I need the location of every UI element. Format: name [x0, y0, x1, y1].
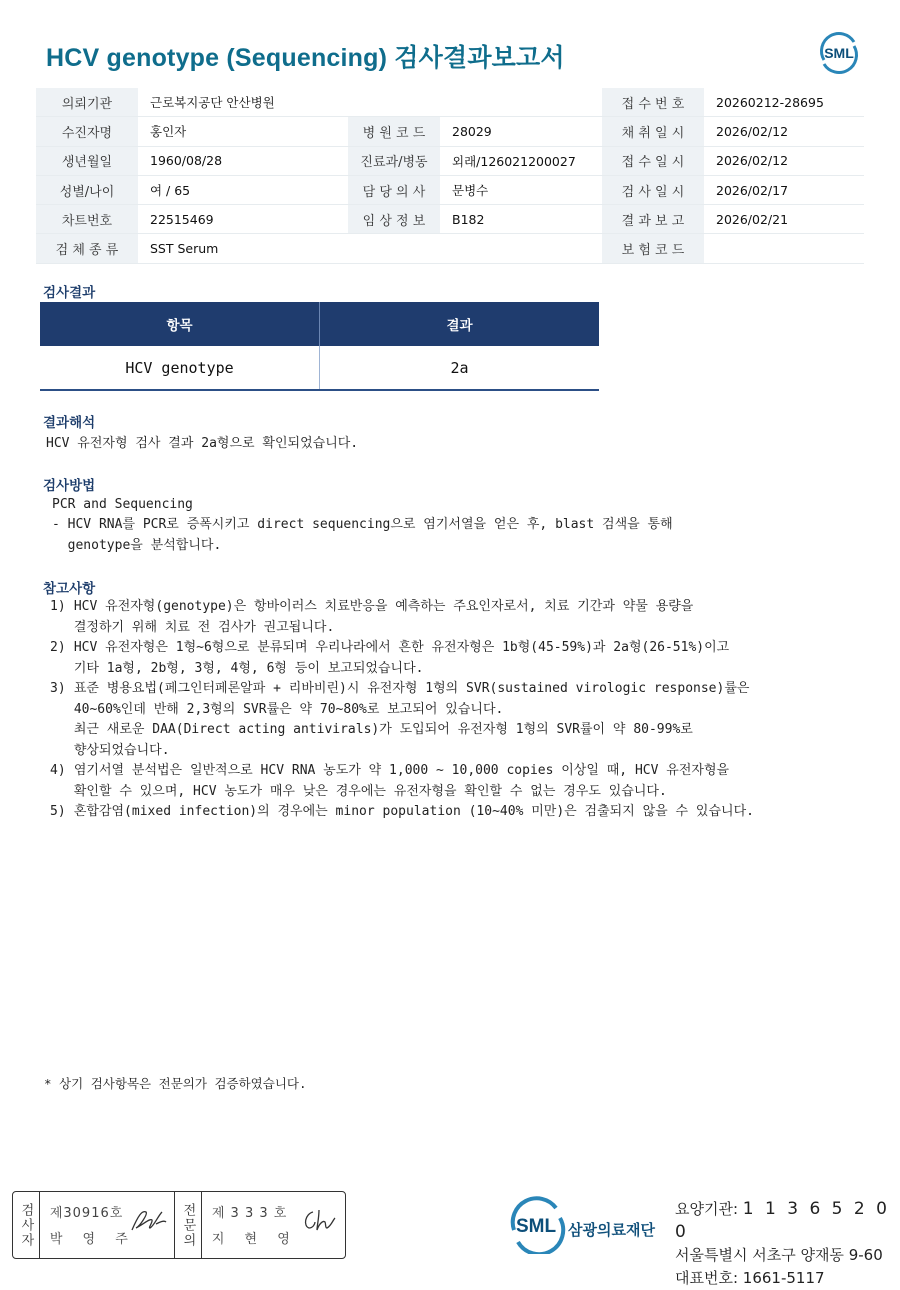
specialist-label-text: 전문의: [180, 1202, 196, 1248]
clinical-label: 임 상 정 보: [348, 205, 440, 234]
sml-logo-icon: [816, 30, 862, 76]
col-item-header: 항목: [40, 302, 320, 346]
notes-list: [50, 597, 850, 823]
org-phone-label: 대표번호:: [675, 1269, 739, 1287]
result-item: HCV genotype: [40, 346, 320, 390]
req-org-label: 의뢰기관: [36, 88, 138, 117]
note-number: 1): [50, 599, 66, 614]
report-date-label: 결 과 보 고: [602, 205, 704, 234]
clinical-value: B182: [440, 205, 602, 234]
birth-label: 생년월일: [36, 146, 138, 175]
org-address: 서울특별시 서초구 양재동 9-60: [675, 1246, 883, 1264]
specimen-label: 검 체 종 류: [36, 234, 138, 263]
signature-icon: [128, 1206, 168, 1236]
hosp-code-value: 28029: [440, 117, 602, 146]
collect-label: 채 취 일 시: [602, 117, 704, 146]
note-text: 염기서열 분석법은 일반적으로 HCV RNA 농도가 약 1,000 ~ 10,000 copies 이상일 때, HCV 유전자형을 확인할 수 있으며, HCV 농도가 매우 낮은 경우에는 유전자형을 확인할 수 없는 경우도 있습니다.: [73, 763, 730, 799]
sex-age-label: 성별/나이: [36, 175, 138, 204]
specialist-license: 제 3 3 3 호: [211, 1206, 288, 1221]
result-value: 2a: [320, 346, 600, 390]
note-number: 3): [50, 681, 66, 696]
insurance-value: [704, 234, 864, 263]
method-heading: 검사방법: [43, 478, 96, 494]
org-logo-icon: [506, 1196, 568, 1254]
list-item: [50, 761, 850, 802]
sex-age-value: 여 / 65: [138, 175, 348, 204]
list-item: [50, 597, 850, 638]
collect-value: 2026/02/12: [704, 117, 864, 146]
inspector-name: 박 영 주: [49, 1232, 136, 1247]
col-result-header: 결과: [320, 302, 600, 346]
result-heading: 검사결과: [43, 285, 96, 301]
method-line-1: PCR and Sequencing: [52, 497, 193, 512]
hosp-code-label: 병 원 코 드: [348, 117, 440, 146]
accept-label: 접 수 일 시: [602, 146, 704, 175]
interpretation-text: HCV 유전자형 검사 결과 2a형으로 확인되었습니다.: [46, 436, 359, 451]
patient-info-table: [36, 88, 864, 264]
report-date-value: 2026/02/21: [704, 205, 864, 234]
insurance-label: 보 험 코 드: [602, 234, 704, 263]
inspector-label: [13, 1192, 40, 1258]
result-table: [40, 302, 599, 391]
specimen-value: SST Serum: [138, 234, 602, 263]
note-text: HCV 유전자형은 1형~6형으로 분류되며 우리나라에서 흔한 유전자형은 1b형(45-59%)과 2a형(26-51%)이고 기타 1a형, 2b형, 3형, 4형, 6형 등이 보고되었습니다.: [73, 640, 730, 676]
list-item: [50, 679, 850, 761]
specialist-name: 지 현 영: [211, 1232, 298, 1247]
org-info: [675, 1198, 900, 1290]
test-date-value: 2026/02/17: [704, 175, 864, 204]
table-row: [40, 346, 599, 390]
interpretation-heading: 결과해석: [43, 415, 96, 431]
report-title: HCV genotype (Sequencing) 검사결과보고서: [46, 44, 565, 72]
chart-label: 차트번호: [36, 205, 138, 234]
inspector-license: 제30916호: [49, 1206, 124, 1221]
dept-value: 외래/126021200027: [440, 146, 602, 175]
org-code: 1 1 3 6 5 2 0 0: [675, 1199, 890, 1242]
method-line-3: genotype을 분석합니다.: [52, 538, 222, 553]
note-number: 2): [50, 640, 66, 655]
signature-box: [12, 1191, 346, 1259]
org-phone: 1661-5117: [742, 1269, 825, 1287]
org-code-label: 요양기관:: [675, 1200, 739, 1218]
svg-text:SML: SML: [515, 1216, 557, 1237]
list-item: [50, 802, 850, 823]
note-text: 표준 병용요법(페그인터페론알파 + 리바비린)시 유전자형 1형의 SVR(sustained virologic response)률은 40~60%인데 반해 2,3형의 SVR률은 약 70~80%로 보고되어 있습니다. 최근 새로운 DAA(Direct acting antivirals)가 도입되어 유전자형 1형의 SVR률이 약 80-99%로 향상되었습니다.: [73, 681, 750, 758]
org-name: 삼광의료재단: [568, 1221, 655, 1239]
doctor-value: 문병수: [440, 175, 602, 204]
svg-text:SML: SML: [824, 45, 854, 61]
note-number: 4): [50, 763, 66, 778]
receipt-no-label: 접 수 번 호: [602, 88, 704, 117]
inspector-cell: [40, 1192, 175, 1258]
accept-value: 2026/02/12: [704, 146, 864, 175]
signature-icon: [299, 1206, 339, 1236]
verification-note: * 상기 검사항목은 전문의가 검증하였습니다.: [44, 1076, 307, 1091]
inspector-label-text: 검사자: [18, 1202, 34, 1248]
method-line-2: - HCV RNA를 PCR로 증폭시키고 direct sequencing으로 염기서열을 얻은 후, blast 검색을 통해: [52, 517, 673, 532]
patient-label: 수진자명: [36, 117, 138, 146]
specialist-label: [175, 1192, 202, 1258]
patient-value: 홍인자: [138, 117, 348, 146]
doctor-label: 담 당 의 사: [348, 175, 440, 204]
req-org-value: 근로복지공단 안산병원: [138, 88, 602, 117]
list-item: [50, 638, 850, 679]
note-text: 혼합감염(mixed infection)의 경우에는 minor population (10~40% 미만)은 검출되지 않을 수 있습니다.: [66, 804, 754, 819]
note-number: 5): [50, 804, 66, 819]
dept-label: 진료과/병동: [348, 146, 440, 175]
receipt-no-value: 20260212-28695: [704, 88, 864, 117]
birth-value: 1960/08/28: [138, 146, 348, 175]
notes-heading: 참고사항: [43, 581, 96, 597]
test-date-label: 검 사 일 시: [602, 175, 704, 204]
note-text: HCV 유전자형(genotype)은 항바이러스 치료반응을 예측하는 주요인자로서, 치료 기간과 약물 용량을 결정하기 위해 치료 전 검사가 권고됩니다.: [73, 599, 694, 635]
chart-value: 22515469: [138, 205, 348, 234]
specialist-cell: [202, 1192, 345, 1258]
